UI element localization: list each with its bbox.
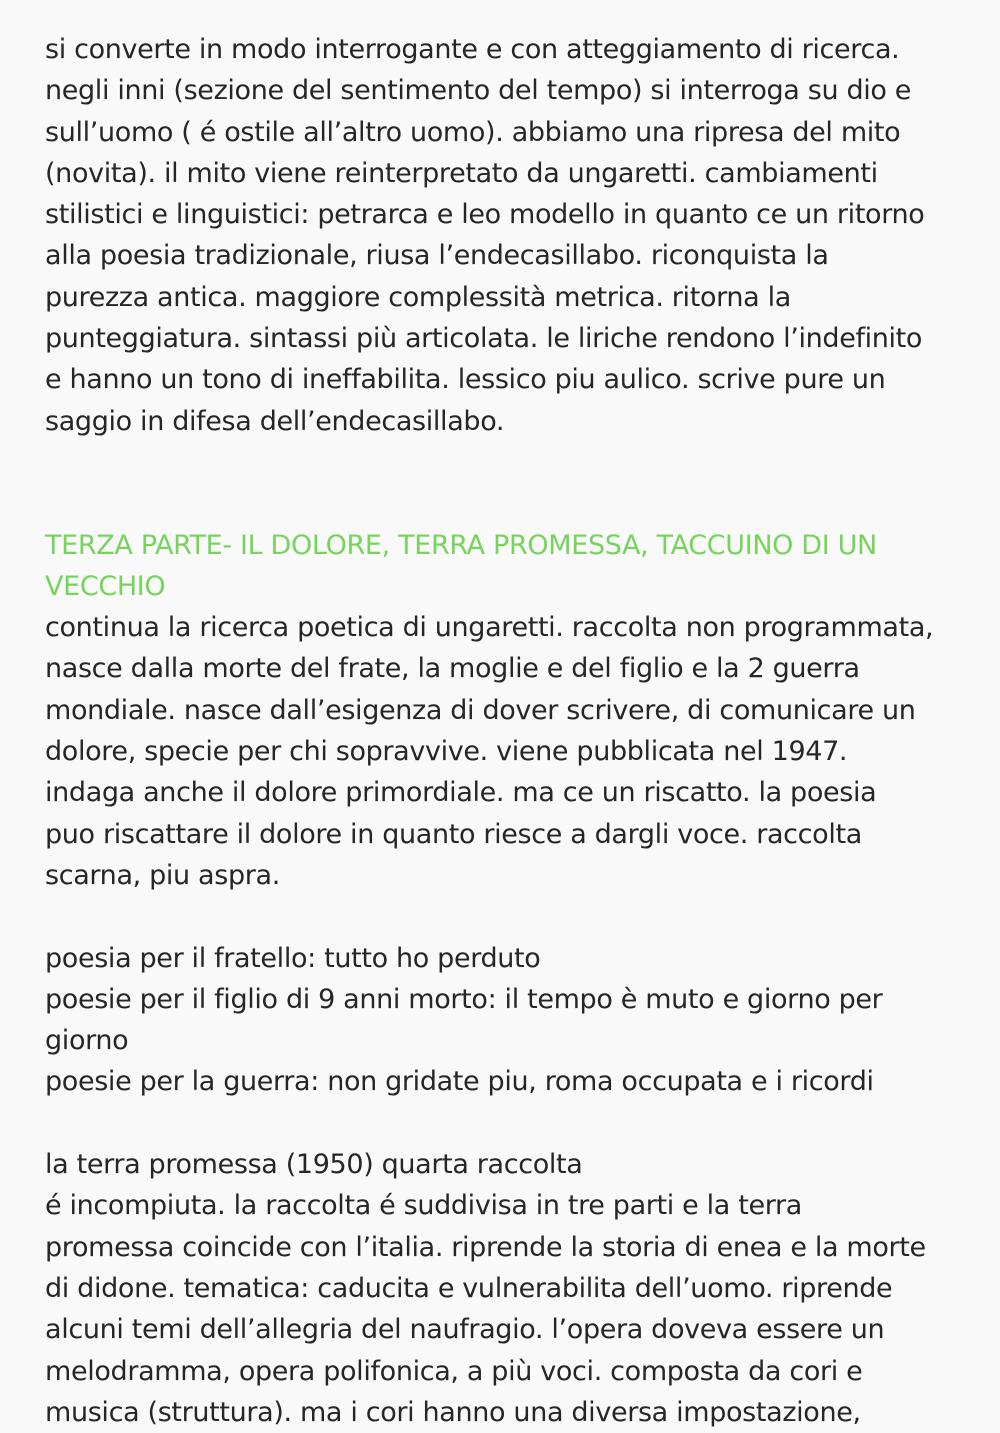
- text-line: si converte in modo interrogante e con atteggiamento di ricerca.: [45, 34, 900, 65]
- text-line: la terra promessa (1950) quarta raccolta: [45, 1149, 583, 1181]
- text-line: e hanno un tono di ineffabilita. lessico piu aulico. scrive pure un: [45, 364, 886, 396]
- paragraph-poem-list: [45, 938, 960, 1103]
- text-line: poesia per il fratello: tutto ho perduto: [45, 942, 541, 974]
- paragraph-ermetismo-summary: [45, 29, 960, 442]
- text-line: negli inni (sezione del sentimento del tempo) si interroga su dio e: [45, 75, 912, 107]
- text-line: scarna, piu aspra.: [45, 859, 280, 891]
- blank-line: [45, 442, 960, 483]
- paragraph-il-dolore: [45, 607, 960, 896]
- text-line: nasce dalla morte del frate, la moglie e del figlio e la 2 guerra: [45, 653, 860, 685]
- text-line: poesie per il figlio di 9 anni morto: il tempo è muto e giorno per: [45, 983, 883, 1015]
- text-line: promessa coincide con l’italia. riprende la storia di enea e la morte: [45, 1231, 926, 1263]
- text-line: saggio in difesa dell’endecasillabo.: [45, 405, 505, 437]
- text-line: poesie per la guerra: non gridate piu, roma occupata e i ricordi: [45, 1066, 874, 1098]
- text-line: (novita). il mito viene reinterpretato da ungaretti. cambiamenti: [45, 157, 878, 189]
- section-heading: [45, 525, 960, 608]
- text-line: indaga anche il dolore primordiale. ma ce un riscatto. la poesia: [45, 777, 877, 809]
- heading-line: VECCHIO: [45, 570, 166, 602]
- text-line: alcuni temi dell’allegria del naufragio. l’opera doveva essere un: [45, 1314, 885, 1346]
- text-line: di didone. tematica: caducita e vulnerabilita dell’uomo. riprende: [45, 1272, 893, 1304]
- text-line: stilistici e linguistici: petrarca e leo modello in quanto ce un ritorno: [45, 199, 925, 231]
- note-body: [45, 29, 960, 1433]
- text-line: puo riscattare il dolore in quanto riesce a dargli voce. raccolta: [45, 818, 862, 850]
- text-line: mondiale. nasce dall’esigenza di dover scrivere, di comunicare un: [45, 694, 916, 726]
- heading-line: TERZA PARTE- IL DOLORE, TERRA PROMESSA, TACCUINO DI UN: [45, 529, 877, 561]
- blank-line: [45, 1103, 960, 1144]
- blank-line: [45, 896, 960, 937]
- text-line: melodramma, opera polifonica, a più voci. composta da cori e: [45, 1355, 863, 1387]
- text-line: é incompiuta. la raccolta é suddivisa in tre parti e la terra: [45, 1190, 802, 1222]
- text-line: continua la ricerca poetica di ungaretti. raccolta non programmata,: [45, 612, 934, 644]
- text-line: alla poesia tradizionale, riusa l’endecasillabo. riconquista la: [45, 240, 829, 272]
- text-line: musica (struttura). ma i cori hanno una diversa impostazione,: [45, 1396, 861, 1428]
- text-line: dolore, specie per chi sopravvive. viene pubblicata nel 1947.: [45, 736, 848, 768]
- text-line: purezza antica. maggiore complessità metrica. ritorna la: [45, 281, 791, 313]
- text-line: sull’uomo ( é ostile all’altro uomo). abbiamo una ripresa del mito: [45, 116, 901, 148]
- text-line: giorno: [45, 1025, 129, 1057]
- blank-line: [45, 483, 960, 524]
- paragraph-terra-promessa: [45, 1144, 960, 1433]
- text-line: punteggiatura. sintassi più articolata. le liriche rendono l’indefinito: [45, 323, 923, 355]
